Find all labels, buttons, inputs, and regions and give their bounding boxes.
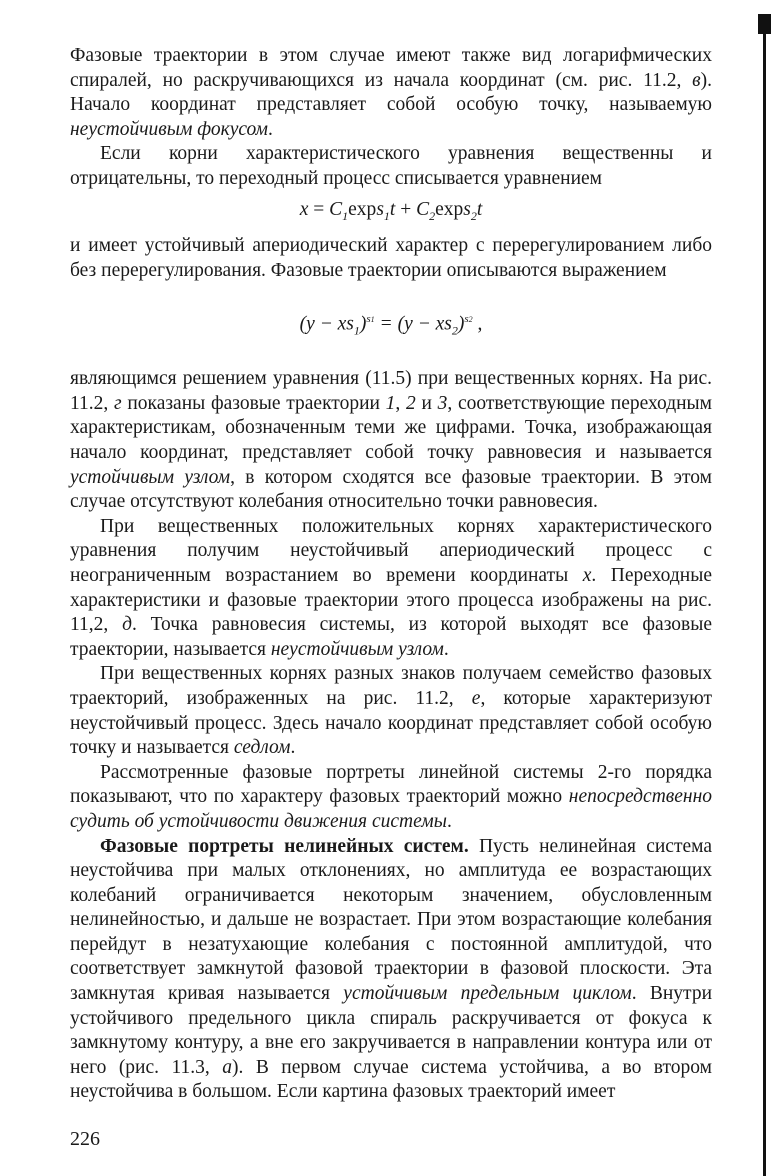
figure-ref: д xyxy=(122,614,132,636)
eq-term: = xyxy=(308,198,330,220)
text: и xyxy=(415,392,438,414)
figure-ref: а xyxy=(222,1056,232,1078)
eq-term: , xyxy=(472,313,483,335)
eq-term: ) xyxy=(457,313,465,335)
variable: x xyxy=(582,564,592,586)
text: . Точка равновесия системы, из которой выходят все фазовые траектории, называется xyxy=(70,614,712,660)
eq-sub: 2 xyxy=(470,208,477,223)
figure-ref: г xyxy=(114,392,122,414)
eq-term: x xyxy=(299,198,309,220)
text: . xyxy=(446,810,452,832)
term-unstable-node: неустойчивым узлом xyxy=(270,638,444,660)
text: Пусть нелинейная система неустойчива при малых отклонениях, но амплитуда ее возрастающих колебаний ограничивается некоторым значением, обусловленным нелинейностью, и дальше не возрастает. При этом возрастающие колебания перейдут в незатухающие колебания с постоянной амплитудой, что соответствует замкнутой фазовой траектории в фазовой плоскости. Эта замкнутая кривая называется xyxy=(70,835,712,1005)
text: , которые характеризуют неустойчивый процесс. Здесь начало координат представляет собой особую точку и называется xyxy=(70,687,712,759)
eq-sub: 1 xyxy=(342,208,349,223)
trajectory-number: 2 xyxy=(406,392,416,414)
eq-term: exp xyxy=(348,198,377,220)
text: ). В первом случае система устойчива, а во втором неустойчива в большом. Если картина фазовых траекторий имеет xyxy=(70,1056,712,1103)
figure-ref: в xyxy=(692,69,701,91)
term-limit-cycle: устойчивым предельным циклом xyxy=(343,983,632,1005)
text: Рассмотренные фазовые портреты линейной системы 2-го порядка показывают, что по характеру фазовых траекторий можно xyxy=(70,761,712,808)
paragraph-4 xyxy=(70,367,712,515)
page-edge-bar xyxy=(763,30,766,1176)
text: При вещественных корнях разных знаков получаем семейство фазовых траекторий, изображенных на рис. 11.2, xyxy=(70,663,712,709)
text: . xyxy=(290,737,296,759)
paragraph-1 xyxy=(70,44,712,142)
trajectory-number: 1 xyxy=(385,392,396,414)
text: , в котором сходятся все фазовые траектории. В этом случае отсутствуют колебания относительно точки равновесия. xyxy=(70,466,712,513)
text: Фазовые траектории в этом случае имеют также вид логарифмических спиралей, но раскручивающихся из начала координат (см. рис. 11.2, xyxy=(70,45,712,91)
term-stable-node: устойчивым узлом xyxy=(70,466,231,488)
text: . xyxy=(443,638,449,660)
paragraph-6 xyxy=(70,662,712,760)
eq-sub: 2 xyxy=(429,208,436,223)
eq-term: t xyxy=(476,198,483,220)
trajectory-number: 3 xyxy=(437,392,448,414)
eq-term: (y − xs xyxy=(299,313,354,335)
page-number: 226 xyxy=(70,1128,100,1150)
eq-term: ) xyxy=(359,313,367,335)
text: . xyxy=(268,118,273,140)
eq-sup: 2 xyxy=(468,315,473,325)
text: показаны фазовые траектории xyxy=(121,392,386,414)
text: , xyxy=(395,392,407,414)
text: ). Начало координат представляет собой особую точку, называемую xyxy=(70,69,712,116)
term-stability: непосредственно судить об устойчивости движения системы xyxy=(70,786,712,832)
eq-term: exp xyxy=(435,198,464,220)
paragraph-8 xyxy=(70,835,712,1106)
page-body xyxy=(70,44,712,1105)
figure-ref: е xyxy=(471,687,481,709)
term-unstable-focus: неустойчивым фокусом xyxy=(70,118,268,140)
paragraph-5 xyxy=(70,515,712,663)
eq-sup: s xyxy=(464,313,469,326)
eq-term: C xyxy=(329,198,343,220)
eq-term: = (y − xs xyxy=(374,313,452,335)
eq-sup: s xyxy=(366,313,371,326)
eq-term: s xyxy=(463,198,471,220)
eq-term: s xyxy=(376,198,384,220)
eq-sub: 1 xyxy=(383,208,390,223)
equation-2 xyxy=(70,307,712,343)
paragraph-7 xyxy=(70,761,712,835)
eq-term: + xyxy=(395,198,417,220)
eq-sub: 2 xyxy=(451,323,458,338)
eq-sub: 1 xyxy=(353,323,360,338)
text: . Переходные характеристики и фазовые траектории этого процесса изображены на рис. 11,2, xyxy=(70,564,712,636)
text: , соответствующие переходным характеристикам, обозначенным теми же цифрами. Точка, изображающая начало координат, представляет собой точку равновесия и называется xyxy=(70,392,713,463)
section-heading: Фазовые портреты нелинейных систем. xyxy=(100,835,469,857)
eq-term: C xyxy=(416,198,430,220)
paragraph-3: и имеет устойчивый апериодический характер с перерегулированием либо без перерегулирования. Фазовые траектории описываются выражением xyxy=(70,235,712,281)
term-saddle: седлом xyxy=(233,737,291,759)
equation-1 xyxy=(70,198,712,228)
text: . Внутри устойчивого предельного цикла спираль раскручивается от фокуса к замкнутому контуру, а вне его закручивается в направлении контура или от него (рис. 11.3, xyxy=(70,983,713,1078)
text: При вещественных положительных корнях характеристического уравнения получим неустойчивый апериодический процесс с неограниченным возрастанием во времени координаты xyxy=(70,515,712,586)
text: являющимся решением уравнения (11.5) при вещественных корнях. На рис. 11.2, xyxy=(70,368,712,414)
paragraph-2: Если корни характеристического уравнения вещественны и отрицательны, то переходный процесс списывается уравнением xyxy=(70,143,712,189)
eq-sup: 1 xyxy=(370,315,375,325)
eq-term: t xyxy=(389,198,396,220)
